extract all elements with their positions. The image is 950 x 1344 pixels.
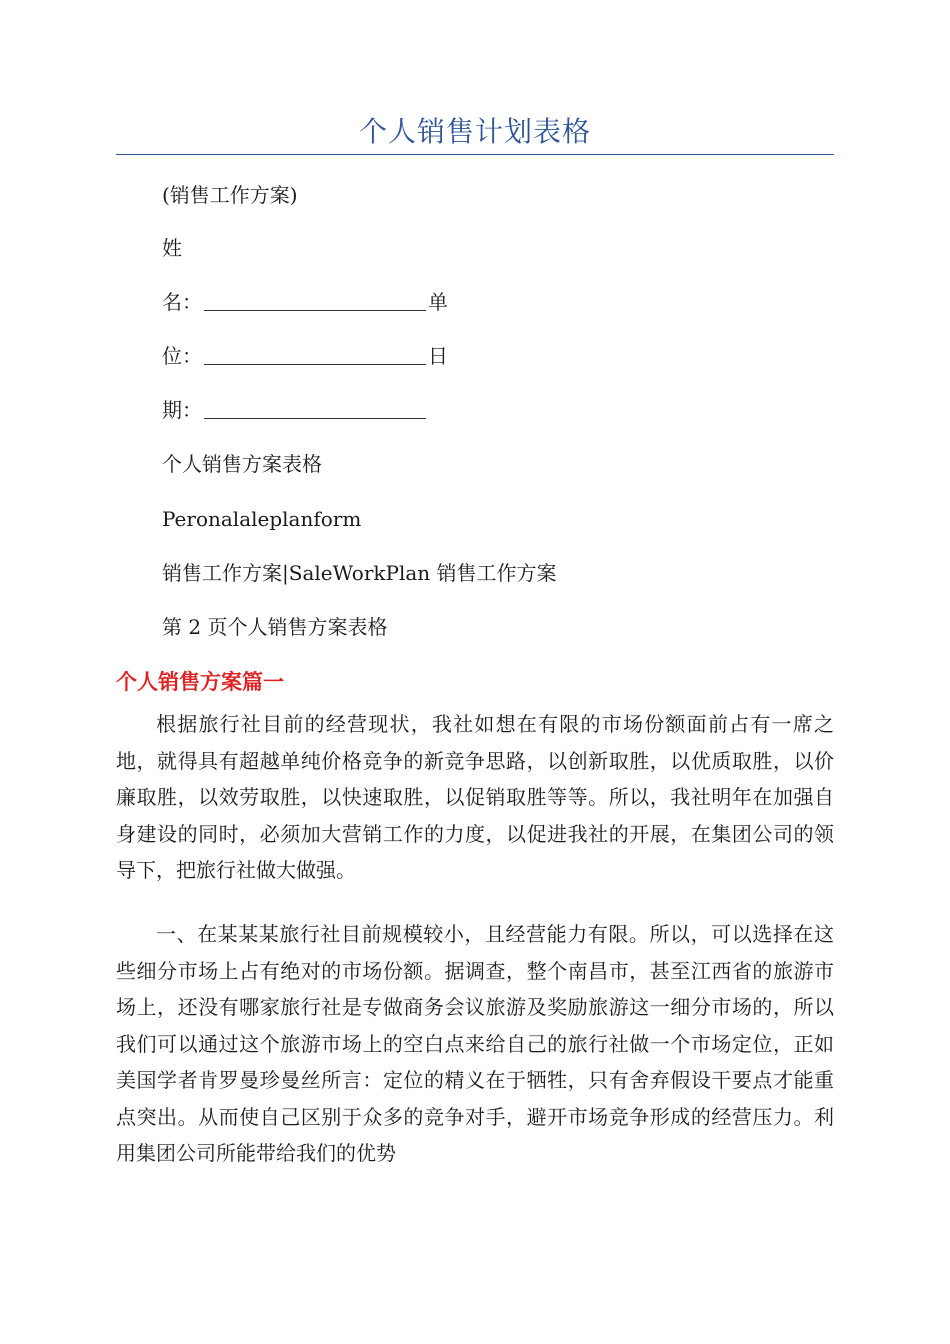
date-label-start: 日 <box>428 344 448 368</box>
page-info-line: 第 2 页个人销售方案表格 <box>162 615 388 639</box>
paragraph-1: 根据旅行社目前的经营现状，我社如想在有限的市场份额面前占有一席之地，就得具有超越单纯价格竞争的新竞争思路，以创新取胜，以优质取胜，以价廉取胜，以效劳取胜，以快速取胜，以促销取胜等等。所以，我社明年在加强自身建设的同时，必须加大营销工作的力度，以促进我社的开展，在集团公司的领导下，把旅行社做大做强。 <box>116 712 834 882</box>
unit-label-start: 单 <box>428 290 448 314</box>
english-title-line: Peronalaleplanform <box>162 507 362 531</box>
name-blank <box>204 290 426 311</box>
document-title: 个人销售计划表格 <box>358 115 591 148</box>
name-field-line <box>162 287 448 317</box>
unit-blank <box>204 344 426 365</box>
date-field-line <box>162 395 428 425</box>
category-line: 销售工作方案|SaleWorkPlan 销售工作方案 <box>162 561 557 585</box>
subtitle-line: (销售工作方案) <box>162 183 298 207</box>
paragraph-2: 一、在某某某旅行社目前规模较小，且经营能力有限。所以，可以选择在这些细分市场上占有绝对的市场份额。据调查，整个南昌市，甚至江西省的旅游市场上，还没有哪家旅行社是专做商务会议旅游及奖励旅游这一细分市场的，所以我们可以通过这个旅游市场上的空白点来给自己的旅行社做一个市场定位，正如美国学者肯罗曼珍曼丝所言：定位的精义在于牺牲，只有舍弃假设干要点才能重点突出。从而使自己区别于众多的竞争对手，避开市场竞争形成的经营压力。利用集团公司所能带给我们的优势 <box>116 922 834 1165</box>
name-label-line: 姓 <box>162 236 182 260</box>
section-heading: 个人销售方案篇一 <box>116 670 284 694</box>
unit-field-line <box>162 341 448 371</box>
date-blank <box>204 398 426 419</box>
title-underline <box>116 154 834 155</box>
name-label: 名： <box>162 290 202 314</box>
unit-label: 位： <box>162 344 202 368</box>
form-title-line: 个人销售方案表格 <box>162 452 322 476</box>
date-label: 期： <box>162 398 202 422</box>
